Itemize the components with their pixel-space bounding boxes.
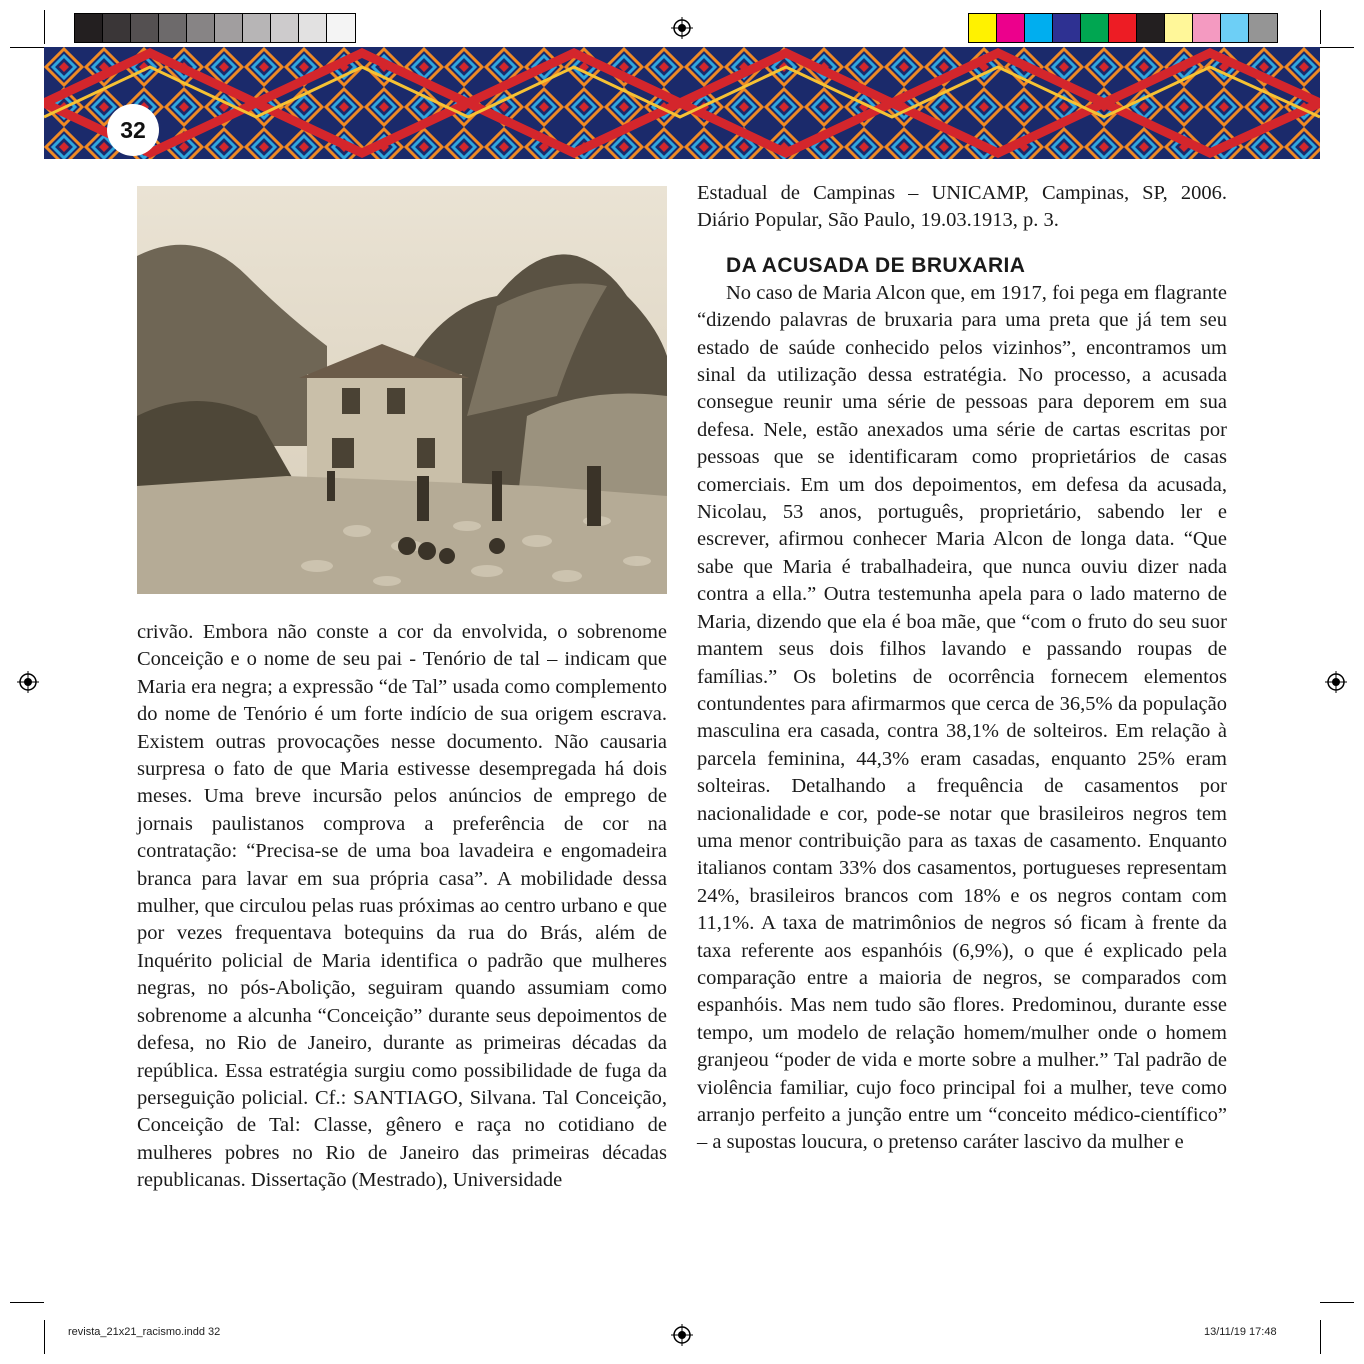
color-swatch (1025, 14, 1053, 42)
process-color-bar (968, 13, 1278, 43)
registration-mark-icon (671, 1324, 693, 1346)
crop-mark (1320, 1302, 1354, 1303)
gray-swatch (75, 14, 103, 42)
crop-mark (44, 10, 45, 44)
color-swatch (997, 14, 1025, 42)
gray-swatch (215, 14, 243, 42)
left-text-column (137, 619, 667, 1195)
gray-swatch (299, 14, 327, 42)
color-swatch (1081, 14, 1109, 42)
historical-photo (137, 186, 667, 594)
registration-mark-icon (1325, 671, 1347, 693)
gray-swatch (103, 14, 131, 42)
decorative-banner (44, 47, 1320, 159)
gray-swatch (243, 14, 271, 42)
crop-mark (10, 47, 44, 48)
color-swatch (1053, 14, 1081, 42)
color-swatch (1165, 14, 1193, 42)
color-swatch (1221, 14, 1249, 42)
grayscale-color-bar (74, 13, 356, 43)
citation-paragraph: Estadual de Campinas – UNICAMP, Campinas, SP, 2006. Diário Popular, São Paulo, 19.03.1913, p. 3. (697, 182, 1227, 232)
crop-mark (1320, 1320, 1321, 1354)
color-swatch (1193, 14, 1221, 42)
crop-mark (1320, 47, 1354, 48)
body-paragraph: crivão. Embora não conste a cor da envolvida, o sobrenome Conceição e o nome de seu pai - Tenório de tal – indicam que Maria era negra; a expressão “de Tal” usada como complemento do nome de Tenório é um forte indício de sua origem escrava. Existem outras provocações nesse documento. Não causaria surpresa o fato de que Maria estivesse desempregada há dois meses. Uma breve incursão pelos anúncios de emprego de jornais paulistanos comprova a preferência de cor na contratação: “Precisa-se de uma boa lavadeira e engomadeira branca para lavar em sua própria casa”. A mobilidade dessa mulher, que circulou pelas ruas próximas ao centro urbano e que por vezes frequentava botequins da rua do Brás, além de Inquérito policial de Maria identifica o padrão que mulheres negras, no pós-Abolição, seguiram quando assumiam como sobrenome a alcunha “Conceição” durante seus depoimentos de defesa, no Rio de Janeiro, durante as primeiras décadas da república. Essa estratégia surgiu como possibilidade de fuga da perseguição policial. Cf.: SANTIAGO, Silvana. Tal Conceição, Conceição de Tal: Classe, gênero e raça no cotidiano de mulheres pobres no Rio de Janeiro das primeiras décadas republicanas. Dissertação (Mestrado), Universidade (137, 621, 667, 1192)
page-number: 32 (107, 104, 159, 156)
gray-swatch (271, 14, 299, 42)
tribal-pattern-icon (44, 47, 1320, 159)
gray-swatch (131, 14, 159, 42)
right-text-column (697, 180, 1227, 1157)
section-heading: DA ACUSADA DE BRUXARIA (726, 253, 1026, 277)
crop-mark (44, 1320, 45, 1354)
crop-mark (10, 1302, 44, 1303)
color-swatch (1109, 14, 1137, 42)
color-swatch (1137, 14, 1165, 42)
registration-mark-icon (671, 17, 693, 39)
file-slug: revista_21x21_racismo.indd 32 (68, 1326, 221, 1338)
crop-mark (1320, 10, 1321, 44)
registration-mark-icon (17, 671, 39, 693)
body-paragraph: No caso de Maria Alcon que, em 1917, foi pega em flagrante “dizendo palavras de bruxaria para uma preta que já tem seu estado de saúde conhecido pelos vizinhos”, encontramos um sinal da utilização dessa estratégia. No processo, a acusada consegue reunir uma série de pessoas para deporem em sua defesa. Nele, estão anexados uma série de cartas escritas por pessoas que se identificaram como proprietários de casas comerciais. Em um dos depoimentos, em defesa da acusada, Nicolau, 53 anos, português, proprietário, sabendo ler e escrever, afirmou conhecer Maria Alcon de longa data. “Que sabe que Maria é trabalhadeira, que nunca ouviu dizer nada contra a ella.” Outra testemunha apela para o lado materno de Maria, dizendo que ela é boa mãe, que “com o fruto do seu suor mantem seus dois filhos lavando e passando roupas de famílias.” Os boletins de ocorrência fornecem elementos contundentes para afirmarmos que cerca de 36,5% da população masculina era casada, contra 38,1% de solteiros. Em relação à parcela feminina, 44,3% eram casadas, enquanto 25% eram solteiras. Detalhando a frequência de casamentos por nacionalidade e cor, pode-se notar que brasileiros negros tem uma menor contribuição para as taxas de casamento. Enquanto italianos contam 33% dos casamentos, portugueses representam 24%, brasileiros brancos com 18% e os negros contam com 11,1%. A taxa de matrimônios de negros só ficam à frente da taxa referente aos espanhóis (6,9%), o que é explicado pela comparação entre a maioria de negros, se comparados com espanhóis. Mas nem tudo são flores. Predominou, durante esse tempo, um modelo de relação homem/mulher onde o homem granjeou “poder de vida e morte sobre a mulher.” Tal padrão de violência familiar, cujo foco principal foi a mulher, teve como arranjo perfeito a junção entre um “conceito médico-científico” – a supostas loucura, o pretenso caráter lascivo da mulher e (697, 281, 1227, 1154)
gray-swatch (327, 14, 355, 42)
color-swatch (969, 14, 997, 42)
print-timestamp: 13/11/19 17:48 (1204, 1326, 1277, 1338)
color-swatch (1249, 14, 1277, 42)
gray-swatch (159, 14, 187, 42)
gray-swatch (187, 14, 215, 42)
